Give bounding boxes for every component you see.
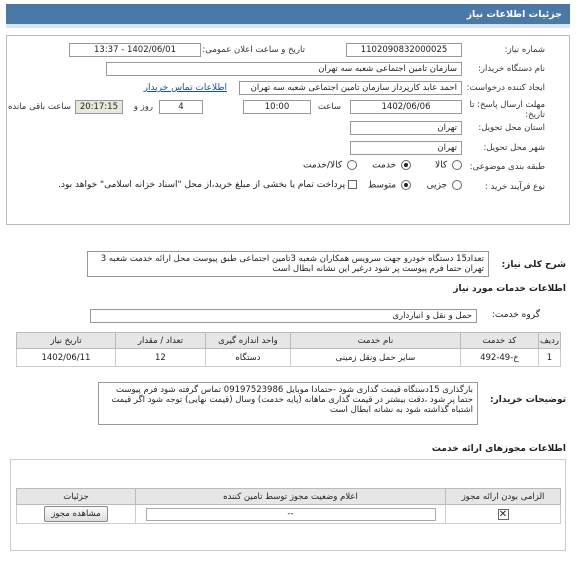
permits-table — [16, 488, 561, 524]
cell-details — [17, 505, 136, 524]
category-label: طبقه بندی موضوعی: — [469, 162, 545, 172]
services-table-header — [17, 333, 561, 349]
col-status: اعلام وضعیت مجوز توسط تامین کننده — [136, 489, 446, 505]
page — [0, 4, 576, 561]
cell-required — [446, 505, 561, 524]
cell-date: 1402/06/11 — [17, 349, 116, 367]
col-qty: تعداد / مقدار — [115, 333, 205, 349]
province-field: تهران — [350, 121, 462, 135]
province-label: استان محل تحویل: — [478, 123, 545, 133]
process-medium-option[interactable] — [368, 180, 411, 191]
deadline-label: مهلت ارسال پاسخ: تا تاریخ: — [469, 100, 545, 120]
summary-label: شرح کلی نیاز: — [501, 260, 566, 270]
announce-date-label: تاریخ و ساعت اعلان عمومی: — [202, 45, 305, 55]
need-number-label: شماره نیاز: — [504, 45, 545, 55]
table-row — [17, 505, 561, 524]
buyer-notes-box: بارگذاری 15دستگاه قیمت گذاری شود -حتمادا موبایل 09197523986 تماس گرفته شود فرم پیوست حتما پر شود ،دقت بیشتر در قیمت گذاری ماهانه (پایه خدمت) وسال (قیمت نهایی) توجه شود اگر قیمت اشتباه گذاشته شود به نشانه ابطال است — [98, 382, 478, 425]
col-required: الزامی بودن ارائه مجوز — [446, 489, 561, 505]
col-unit: واحد اندازه گیری — [205, 333, 290, 349]
need-number-field: 1102090832000025 — [346, 43, 462, 57]
col-date: تاریخ نیاز — [17, 333, 116, 349]
radio-selected-icon — [401, 160, 411, 170]
permits-table-header — [17, 489, 561, 505]
view-permit-button[interactable]: مشاهده مجوز — [44, 506, 107, 522]
announce-date-field: 1402/06/01 - 13:37 — [69, 43, 201, 57]
category-goods-option[interactable] — [435, 160, 462, 171]
radio-selected-icon — [401, 180, 411, 190]
service-group-field: حمل و نقل و انبارداری — [90, 309, 477, 323]
category-both-option[interactable] — [303, 160, 357, 171]
payment-option[interactable] — [58, 180, 357, 190]
category-service-option[interactable] — [372, 160, 411, 171]
col-name: نام خدمت — [290, 333, 460, 349]
radio-icon — [347, 160, 357, 170]
cell-code: خ-49-492 — [460, 349, 538, 367]
page-header — [6, 4, 570, 24]
table-row — [17, 349, 561, 367]
col-details: جزئیات — [17, 489, 136, 505]
permits-title: اطلاعات مجوزهای ارائه خدمت — [431, 444, 566, 454]
header-divider — [6, 24, 570, 28]
cell-unit: دستگاه — [205, 349, 290, 367]
city-label: شهر محل تحویل: — [483, 143, 545, 153]
buyer-label: نام دستگاه خریدار: — [478, 64, 545, 74]
cell-qty: 12 — [115, 349, 205, 367]
radio-icon — [452, 180, 462, 190]
creator-field: احمد عابد کارپرداز سازمان تامین اجتماعی شعبه سه تهران — [239, 81, 462, 95]
days-remaining-field: 4 — [159, 100, 203, 114]
deadline-date-field: 1402/06/06 — [350, 100, 462, 114]
category-service-label: خدمت — [372, 160, 397, 171]
services-table — [16, 332, 561, 367]
need-details-panel — [6, 35, 570, 225]
service-group-label: گروه خدمت: — [491, 310, 540, 320]
remaining-time-label: ساعت باقی مانده — [7, 102, 71, 112]
summary-box: تعداد15 دستگاه خودرو جهت سرویس همکاران شعبه 3تامین اجتماعی طبق پیوست محل ارائه خدمت شعبه 3 تهران حتما فرم پیوست پر شود درغیر این نشانه ابطال است — [87, 251, 489, 277]
cell-row: 1 — [538, 349, 560, 367]
category-both-label: کالا/خدمت — [302, 160, 343, 171]
buyer-contact-link[interactable]: اطلاعات تماس خریدار — [143, 83, 227, 93]
radio-icon — [452, 160, 462, 170]
city-field: تهران — [350, 141, 462, 155]
col-code: کد خدمت — [460, 333, 538, 349]
page-title: جزئیات اطلاعات نیاز — [466, 9, 562, 20]
cell-status[interactable] — [136, 505, 446, 524]
remaining-time-field: 20:17:15 — [75, 100, 123, 114]
deadline-time-label: ساعت — [317, 102, 341, 112]
process-partial-label: جزیی — [426, 180, 448, 191]
process-medium-label: متوسط — [367, 180, 397, 191]
checkbox-icon — [348, 180, 357, 189]
deadline-time-field: 10:00 — [243, 100, 311, 114]
buyer-field: سازمان تامین اجتماعی شعبه سه تهران — [106, 62, 462, 76]
category-goods-label: کالا — [434, 160, 448, 171]
buyer-notes-label: توضیحات خریدار: — [490, 395, 566, 405]
payment-note: پرداخت تمام یا بخشی از مبلغ خرید،از محل "اسناد خزانه اسلامی" خواهد بود. — [58, 180, 346, 190]
col-row: ردیف — [538, 333, 560, 349]
checkbox-x-icon: ✕ — [498, 508, 508, 520]
cell-name: سایر حمل ونقل زمینی — [290, 349, 460, 367]
services-title: اطلاعات خدمات مورد نیاز — [453, 284, 566, 294]
process-label: نوع فرآیند خرید : — [484, 182, 545, 192]
status-select[interactable]: -- — [146, 508, 436, 521]
process-partial-option[interactable] — [427, 180, 462, 191]
days-label: روز و — [133, 102, 153, 112]
creator-label: ایجاد کننده درخواست: — [466, 83, 545, 93]
